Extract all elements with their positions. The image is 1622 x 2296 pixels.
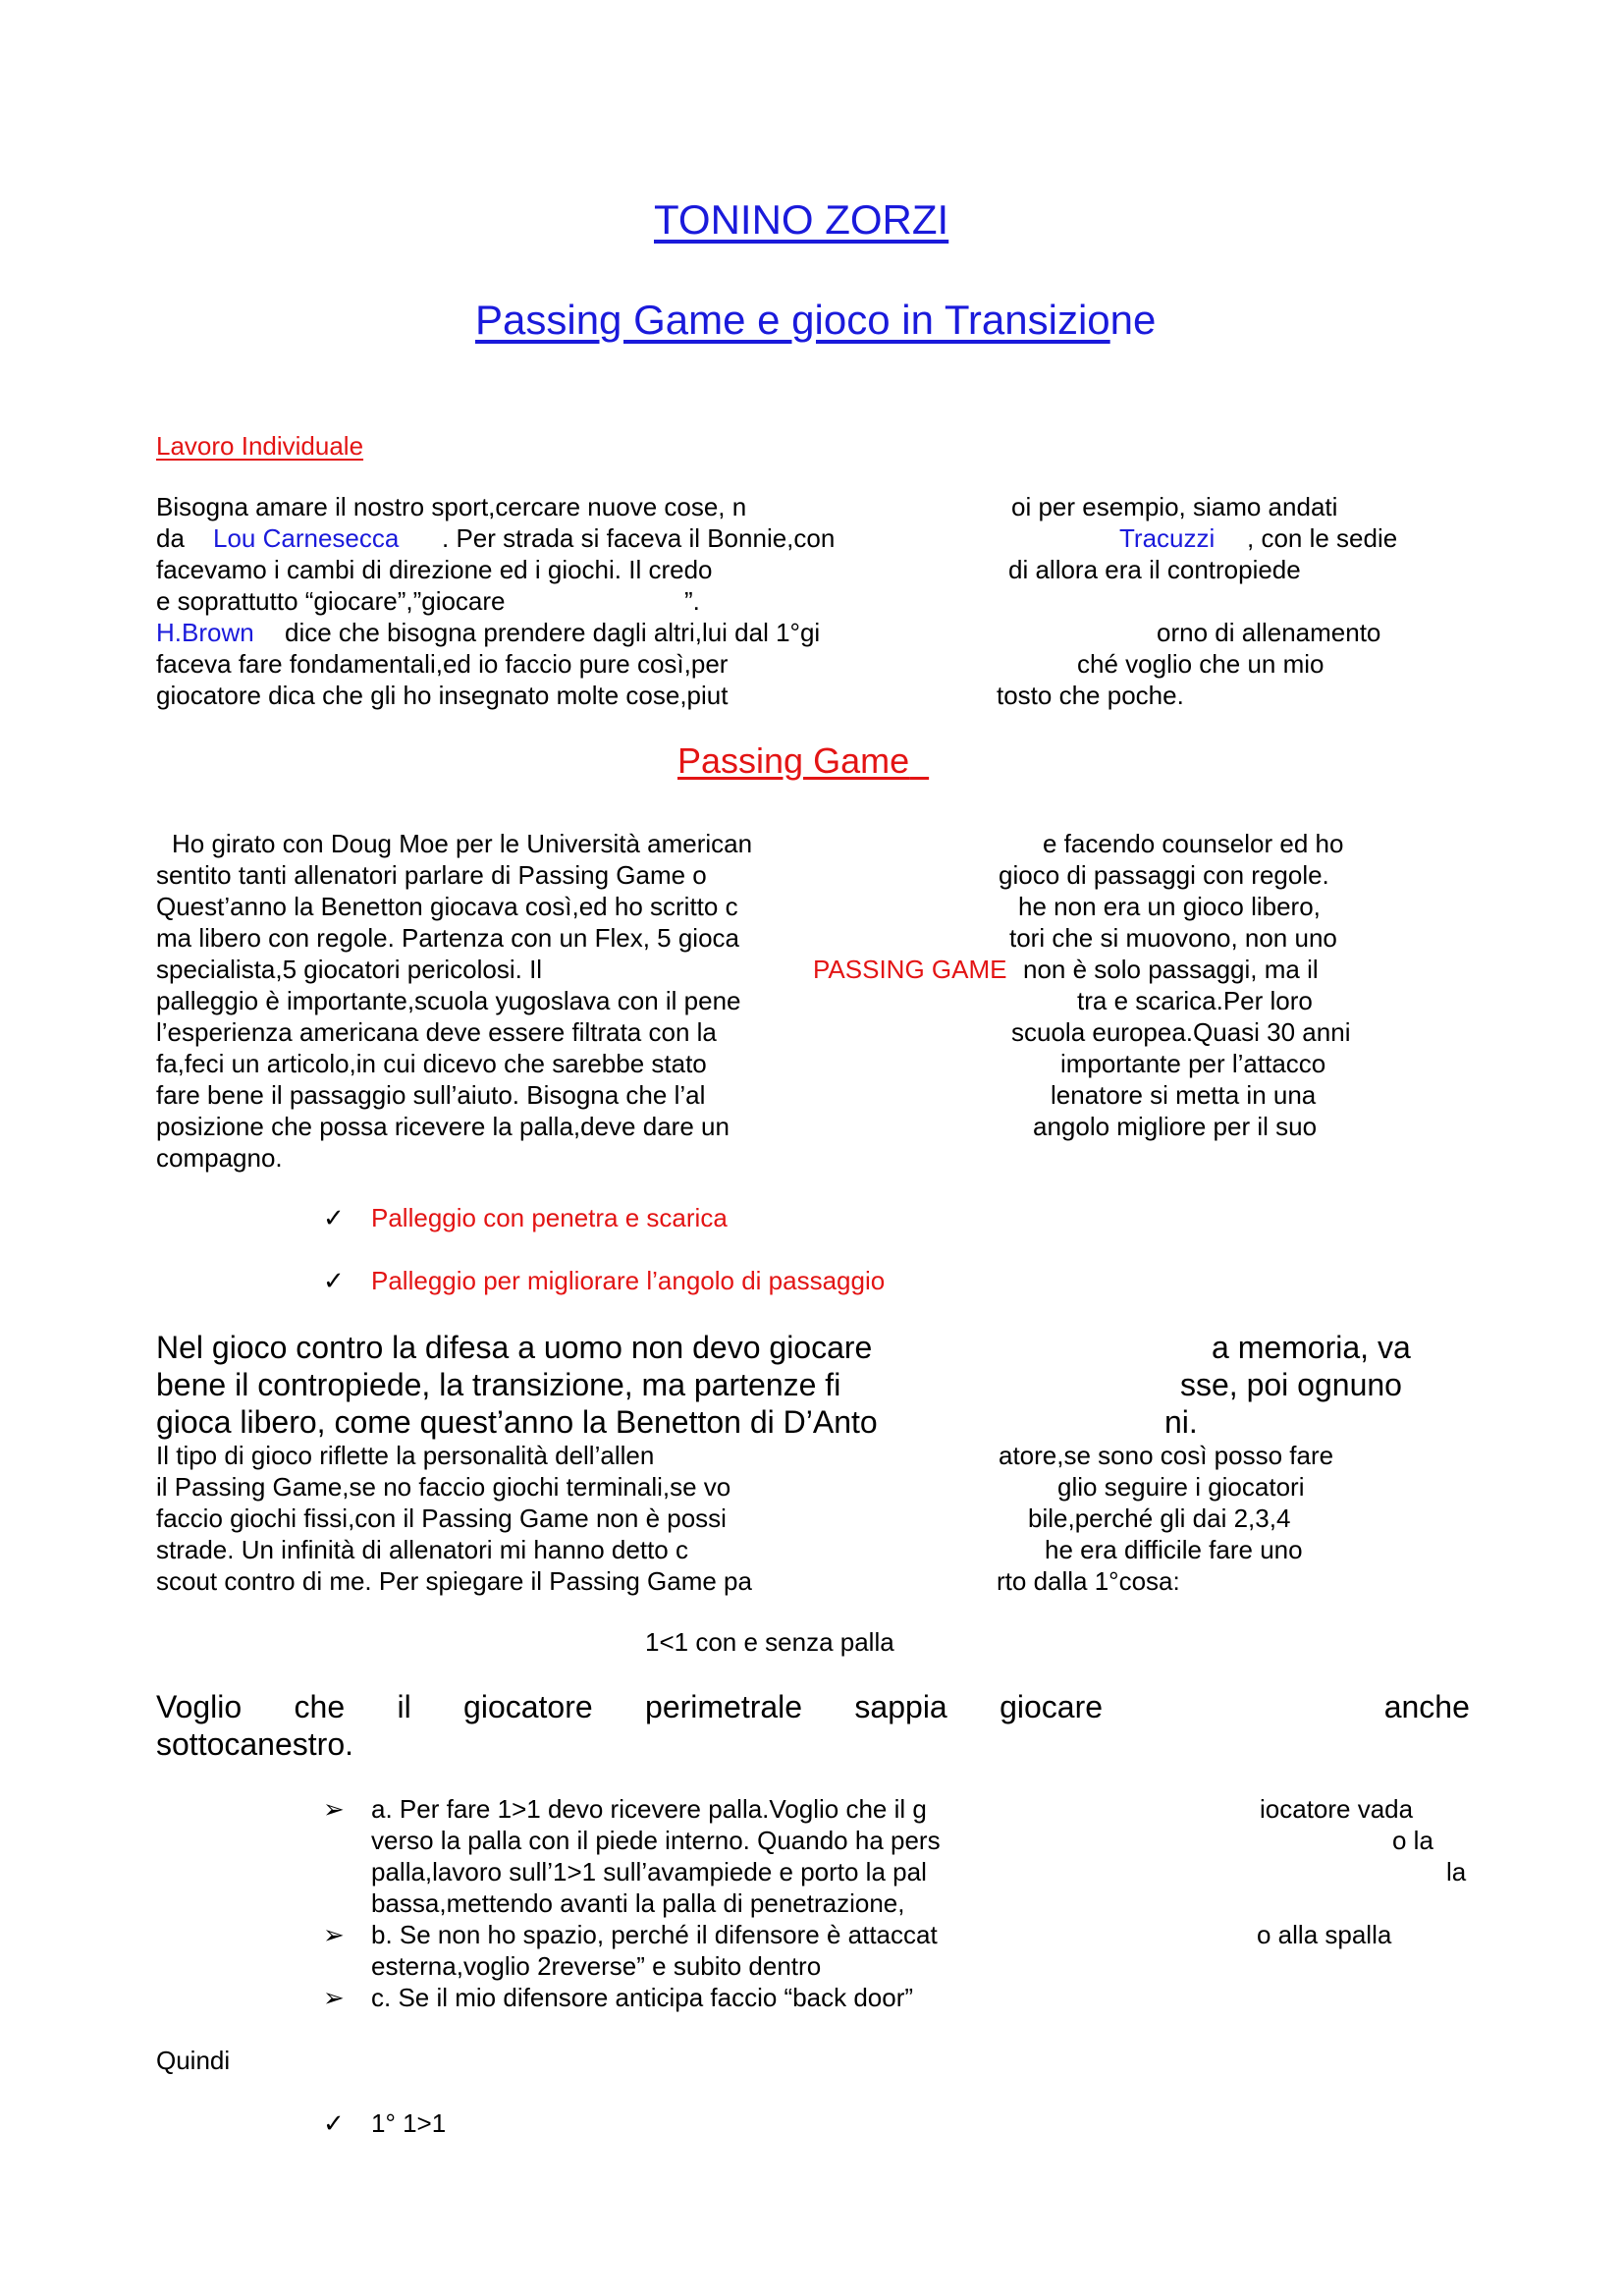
text-line: fa,feci un articolo,in cui dicevo che sarebbe stato [156, 1049, 707, 1078]
text-line-quindi: Quindi [156, 2046, 231, 2075]
text-line: bile,perché gli dai 2,3,4 [1028, 1503, 1291, 1533]
text-line: he non era un gioco libero, [1018, 892, 1321, 921]
text-line: Ho girato con Doug Moe per le Università american [172, 829, 753, 858]
text-line: dice che bisogna prendere dagli altri,lui dal 1°gi [285, 618, 821, 647]
text-line: l’esperienza americana deve essere filtrata con la [156, 1017, 717, 1047]
person-name-carnesecca: Lou Carnesecca [213, 523, 400, 553]
text-line: scout contro di me. Per spiegare il Passing Game pa [156, 1566, 752, 1596]
text-line: sottocanestro. [156, 1726, 353, 1762]
text-line: bassa,mettendo avanti la palla di penetrazione, [371, 1888, 905, 1918]
text-line: di allora era il contropiede [1008, 555, 1301, 584]
word: il [397, 1689, 411, 1724]
arrow-bullet-icon: ➢ [323, 1983, 345, 2012]
word: giocatore [463, 1689, 593, 1724]
person-name-tracuzzi: Tracuzzi [1119, 523, 1216, 553]
text-line: esterna,voglio 2reverse” e subito dentro [371, 1951, 822, 1981]
section-heading-lavoro: Lavoro Individuale [156, 431, 364, 461]
list-item: 1° 1>1 [371, 2108, 447, 2138]
list-item: Palleggio con penetra e scarica [371, 1203, 728, 1232]
text-line: posizione che possa ricevere la palla,deve dare un [156, 1112, 730, 1141]
word: giocare [1000, 1689, 1104, 1724]
text-line: importante per l’attacco [1060, 1049, 1326, 1078]
subtitle-tail: ne [1109, 297, 1157, 343]
text-line: palla,lavoro sull’1>1 sull’avampiede e porto la pal [371, 1857, 927, 1886]
text-line: he era difficile fare uno [1045, 1535, 1303, 1564]
text-line: da [156, 523, 185, 553]
text-line: faccio giochi fissi,con il Passing Game non è possi [156, 1503, 727, 1533]
text-line: facevamo i cambi di direzione ed i giochi. Il credo [156, 555, 713, 584]
text-line: o la [1392, 1826, 1433, 1855]
text-line: gioco di passaggi con regole. [999, 860, 1329, 890]
text-line: strade. Un infinità di allenatori mi hanno detto c [156, 1535, 688, 1564]
inline-term-passing-game: PASSING GAME [813, 955, 1007, 984]
text-line: la [1446, 1857, 1467, 1886]
text-line: , con le sedie [1247, 523, 1398, 553]
checkmark-icon: ✓ [323, 2108, 345, 2138]
justified-line [156, 1688, 1470, 1725]
word: sappia [854, 1689, 947, 1724]
person-name-brown: H.Brown [156, 618, 254, 647]
section-heading-passing-game-text: Passing Game [677, 740, 910, 781]
text-line: a memoria, va [1212, 1330, 1411, 1365]
text-line: ”. [684, 586, 700, 616]
text-line: gioca libero, come quest’anno la Benetton di D’Anto [156, 1404, 878, 1440]
text-line: e soprattutto “giocare”,”giocare [156, 586, 506, 616]
word: che [294, 1689, 346, 1724]
document-subtitle [475, 297, 1156, 344]
text-line: glio seguire i giocatori [1057, 1472, 1305, 1502]
text-line: Nel gioco contro la difesa a uomo non devo giocare [156, 1330, 873, 1365]
subtitle-underlined: Passing Game e gioco in Transizio [475, 297, 1110, 343]
text-line: ni. [1164, 1404, 1198, 1440]
arrow-bullet-icon: ➢ [323, 1920, 345, 1949]
text-line: giocatore dica che gli ho insegnato molte cose,piut [156, 681, 729, 710]
text-line: angolo migliore per il suo [1033, 1112, 1318, 1141]
text-line: Il tipo di gioco riflette la personalità dell’allen [156, 1441, 655, 1470]
text-line: . Per strada si faceva il Bonnie,con [442, 523, 836, 553]
text-line: orno di allenamento [1157, 618, 1381, 647]
text-line: a. Per fare 1>1 devo ricevere palla.Voglio che il g [371, 1794, 927, 1824]
text-line: il Passing Game,se no faccio giochi terminali,se vo [156, 1472, 731, 1502]
checkmark-icon: ✓ [323, 1203, 345, 1232]
text-line: oi per esempio, siamo andati [1011, 492, 1338, 521]
document-title: TONINO ZORZI [654, 196, 949, 243]
text-line: b. Se non ho spazio, perché il difensore è attaccat [371, 1920, 938, 1949]
text-line: tosto che poche. [997, 681, 1184, 710]
text-line: tra e scarica.Per loro [1077, 986, 1313, 1015]
text-line: iocatore vada [1260, 1794, 1414, 1824]
word: perimetrale [645, 1689, 803, 1724]
text-line: o alla spalla [1257, 1920, 1392, 1949]
checkmark-icon: ✓ [323, 1266, 345, 1295]
list-item: Palleggio per migliorare l’angolo di passaggio [371, 1266, 886, 1295]
section-heading-passing-game [677, 740, 929, 782]
text-line: c. Se il mio difensore anticipa faccio “back door” [371, 1983, 914, 2012]
text-line: faceva fare fondamentali,ed io faccio pure così,per [156, 649, 729, 679]
text-line: sentito tanti allenatori parlare di Passing Game o [156, 860, 707, 890]
text-line: ma libero con regole. Partenza con un Flex, 5 gioca [156, 923, 740, 953]
text-line: e facendo counselor ed ho [1043, 829, 1344, 858]
text-line: Bisogna amare il nostro sport,cercare nuove cose, n [156, 492, 747, 521]
arrow-bullet-icon: ➢ [323, 1794, 345, 1824]
text-line: atore,se sono così posso fare [999, 1441, 1334, 1470]
text-line: ché voglio che un mio [1077, 649, 1325, 679]
text-line: palleggio è importante,scuola yugoslava con il pene [156, 986, 741, 1015]
text-line: Quest’anno la Benetton giocava così,ed ho scritto c [156, 892, 738, 921]
text-line: bene il contropiede, la transizione, ma partenze fi [156, 1367, 841, 1402]
word: anche [1383, 1689, 1470, 1724]
text-line: verso la palla con il piede interno. Quando ha pers [371, 1826, 941, 1855]
text-line: fare bene il passaggio sull’aiuto. Bisogna che l’al [156, 1080, 706, 1110]
center-line: 1<1 con e senza palla [645, 1627, 894, 1657]
text-line: rto dalla 1°cosa: [997, 1566, 1180, 1596]
text-line: tori che si muovono, non uno [1009, 923, 1337, 953]
text-line: sse, poi ognuno [1180, 1367, 1402, 1402]
word: Voglio [156, 1689, 243, 1724]
text-line: specialista,5 giocatori pericolosi. Il [156, 955, 543, 984]
text-line: non è solo passaggi, ma il [1023, 955, 1319, 984]
text-line: lenatore si metta in una [1051, 1080, 1317, 1110]
text-line: scuola europea.Quasi 30 anni [1011, 1017, 1351, 1047]
text-line: compagno. [156, 1143, 283, 1173]
